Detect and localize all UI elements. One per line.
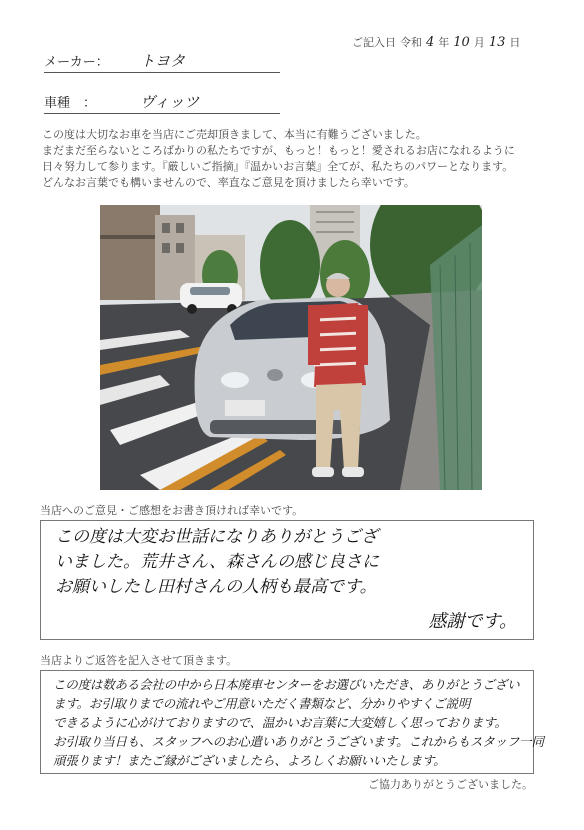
date-row — [352, 34, 520, 50]
intro-line: この度は大切なお車を当店にご売却頂きまして、本当に有難うございました。 — [42, 128, 427, 141]
store-reply-box — [40, 670, 544, 774]
store-reply-line: できるように心がけておりますので、温かいお言葉に大変嬉しく思っております。 — [53, 715, 507, 730]
customer-comment-box — [40, 520, 534, 640]
customer-comment-label: 当店へのご意見・ご感想をお書き頂ければ幸いです。 — [40, 504, 304, 517]
store-reply-line: この度は数ある会社の中から日本廃車センターをお選びいただき、ありがとうござい — [53, 677, 520, 692]
customer-photo — [100, 205, 482, 490]
date-prefix: ご記入日 — [352, 36, 396, 49]
store-reply-line: 頑張ります！またご縁がございましたら、よろしくお願いいたします。 — [53, 753, 446, 768]
day-value: 13 — [488, 35, 506, 50]
maker-value: トヨタ — [140, 52, 186, 70]
customer-signoff: 感謝です。 — [428, 611, 517, 632]
customer-comment-line: いました。荒井さん、森さんの感じ良さに — [55, 552, 380, 572]
store-reply-line: お引取り当日も、スタッフへのお心遣いありがとうございます。これからもスタッフ一同 — [53, 734, 544, 749]
store-reply-line: ます。お引取りまでの流れやご用意いただく書類など、分かりやすくご説明 — [53, 696, 471, 711]
day-unit: 日 — [509, 36, 521, 49]
customer-comment-line: この度は大変お世話になりありがとうござ — [55, 527, 378, 547]
year-value: 4 — [426, 35, 435, 50]
era: 令和 — [400, 36, 422, 49]
month-value: 10 — [453, 35, 470, 50]
model-label: 車種 ： — [44, 96, 97, 111]
model-value: ヴィッツ — [140, 93, 200, 111]
intro-text — [42, 127, 542, 191]
year-unit: 年 — [438, 36, 450, 49]
store-reply-label: 当店よりご返答を記入させて頂きます。 — [40, 654, 238, 667]
intro-line: まだまだ至らないところばかりの私たちですが、もっと！もっと！愛されるお店になれるように — [42, 144, 515, 157]
intro-line: 日々努力して参ります。『厳しいご指摘』『温かいお言葉』全てが、私たちのパワーとなります。 — [42, 160, 514, 173]
model-field — [44, 91, 280, 114]
maker-field — [44, 50, 280, 73]
customer-photo-illustration — [100, 205, 482, 490]
closing-message: ご協力ありがとうございました。 — [368, 778, 533, 791]
month-unit: 月 — [473, 36, 485, 49]
intro-line: どんなお言葉でも構いませんので、率直なご意見を頂けましたら幸いです。 — [42, 176, 415, 189]
customer-comment-line: お願いしたし田村さんの人柄も最高です。 — [55, 577, 377, 597]
maker-label: メーカー： — [44, 55, 109, 70]
